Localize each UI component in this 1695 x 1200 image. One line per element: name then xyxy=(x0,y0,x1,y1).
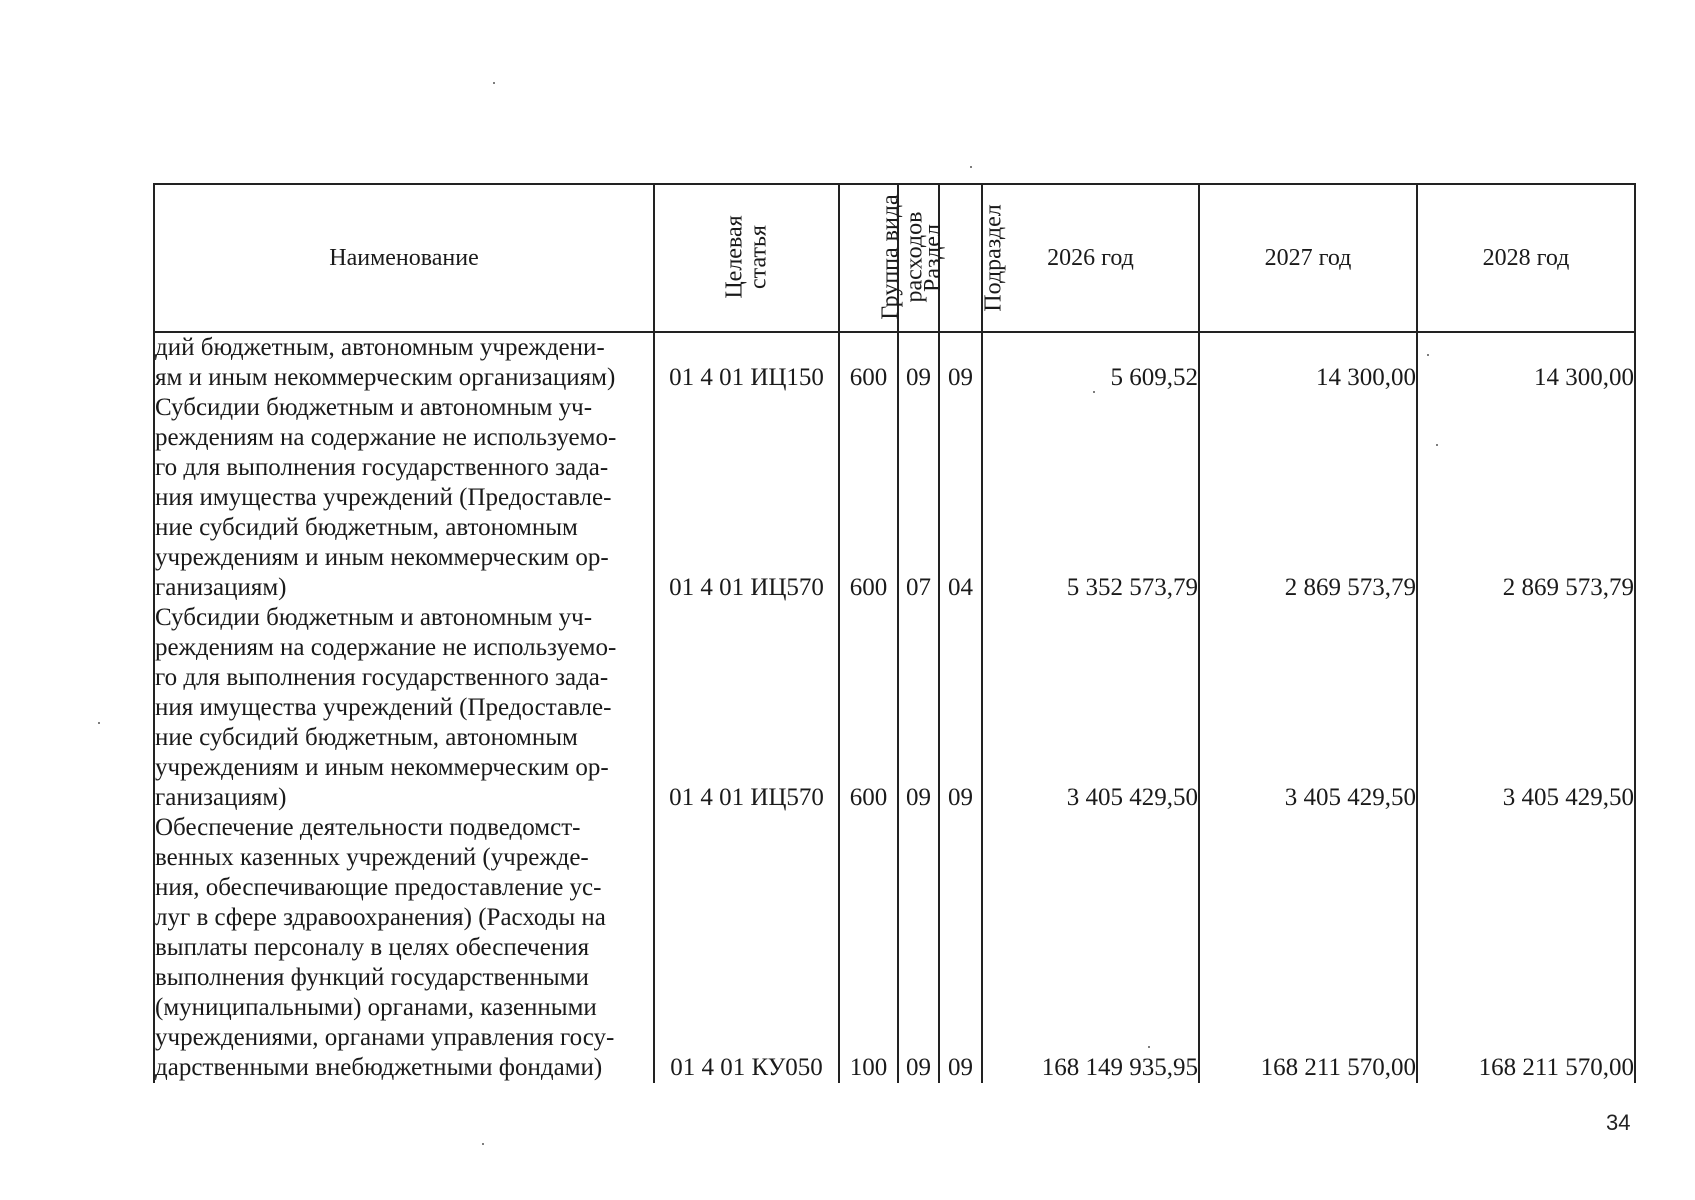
row-expense-group: 600 xyxy=(839,332,898,393)
row-target-article: 01 4 01 ИЦ570 xyxy=(654,603,839,813)
row-amount-2027: 14 300,00 xyxy=(1199,332,1417,393)
row-amount-2026: 3 405 429,50 xyxy=(982,603,1199,813)
row-amount-2027: 3 405 429,50 xyxy=(1199,603,1417,813)
table-row xyxy=(154,813,1635,1083)
row-name: Субсидии бюджетным и автономным уч- реждениям на содержание не используемо- го для выполнения государственного зада- ния имущества учреждений (Предоставле- ние субсидий бюджетным, автономным учреждениям и иным некоммерческим ор- ганизациям) xyxy=(154,603,654,813)
header-row xyxy=(154,184,1635,332)
budget-table xyxy=(153,183,1636,1083)
row-target-article: 01 4 01 КУ050 xyxy=(654,813,839,1083)
header-section-label: Раздел xyxy=(919,223,946,292)
row-subsection: 09 xyxy=(939,603,982,813)
table-row xyxy=(154,393,1635,603)
header-year-2027 xyxy=(1199,184,1417,332)
header-target-article xyxy=(654,184,839,332)
row-amount-2027: 2 869 573,79 xyxy=(1199,393,1417,603)
header-year-2027-label: 2027 год xyxy=(1264,244,1352,271)
row-section: 09 xyxy=(898,332,939,393)
header-target-line2: статья xyxy=(745,225,772,289)
row-amount-2027: 168 211 570,00 xyxy=(1199,813,1417,1083)
row-amount-2028: 3 405 429,50 xyxy=(1417,603,1635,813)
header-group-line2: расходов xyxy=(901,211,928,303)
row-subsection: 04 xyxy=(939,393,982,603)
scan-speck xyxy=(970,166,972,168)
row-amount-2028: 168 211 570,00 xyxy=(1417,813,1635,1083)
header-name-label: Наименование xyxy=(329,244,479,271)
row-subsection: 09 xyxy=(939,332,982,393)
budget-table-container xyxy=(153,183,1634,1083)
table-row xyxy=(154,603,1635,813)
header-target-article-label xyxy=(722,215,770,298)
scan-speck xyxy=(98,722,100,724)
scan-speck xyxy=(493,82,495,84)
scan-speck xyxy=(1427,354,1429,356)
row-expense-group: 600 xyxy=(839,603,898,813)
scan-speck xyxy=(1148,1046,1150,1048)
scan-speck xyxy=(1093,391,1095,393)
header-target-line1: Целевая xyxy=(721,215,748,299)
row-section: 09 xyxy=(898,603,939,813)
header-year-2028 xyxy=(1417,184,1635,332)
header-expense-group xyxy=(839,184,928,332)
row-amount-2028: 14 300,00 xyxy=(1417,332,1635,393)
row-expense-group: 100 xyxy=(839,813,898,1083)
header-year-2028-label: 2028 год xyxy=(1482,244,1570,271)
header-group-line1: Группа вида xyxy=(877,194,904,320)
row-expense-group: 600 xyxy=(839,393,898,603)
row-amount-2026: 168 149 935,95 xyxy=(982,813,1199,1083)
row-name: дий бюджетным, автономным учреждени- ям и иным некоммерческим организациям) xyxy=(154,332,654,393)
header-name xyxy=(154,184,654,332)
row-amount-2026: 5 609,52 xyxy=(982,332,1199,393)
row-section: 09 xyxy=(898,813,939,1083)
table-row xyxy=(154,332,1635,393)
row-name: Обеспечение деятельности подведомст- венных казенных учреждений (учрежде- ния, обеспечивающие предоставление ус- луг в сфере здравоохранения) (Расходы на выплаты персоналу в целях обеспечения выполнения функций государственными (муниципальными) органами, казенными учреждениями, органами управления госу- дарственными внебюджетными фондами) xyxy=(154,813,654,1083)
scan-speck xyxy=(1436,444,1438,446)
row-target-article: 01 4 01 ИЦ570 xyxy=(654,393,839,603)
row-amount-2028: 2 869 573,79 xyxy=(1417,393,1635,603)
scan-speck xyxy=(482,1143,484,1145)
row-target-article: 01 4 01 ИЦ150 xyxy=(654,332,839,393)
page-number: 34 xyxy=(1606,1110,1631,1135)
row-subsection: 09 xyxy=(939,813,982,1083)
header-subsection-label: Подраздел xyxy=(980,203,1007,312)
row-section: 07 xyxy=(898,393,939,603)
header-year-2026 xyxy=(982,184,1199,332)
row-name: Субсидии бюджетным и автономным уч- реждениям на содержание не используемо- го для выполнения государственного зада- ния имущества учреждений (Предоставле- ние субсидий бюджетным, автономным учреждениям и иным некоммерческим ор- ганизациям) xyxy=(154,393,654,603)
row-amount-2026: 5 352 573,79 xyxy=(982,393,1199,603)
header-year-2026-label: 2026 год xyxy=(1047,244,1134,271)
